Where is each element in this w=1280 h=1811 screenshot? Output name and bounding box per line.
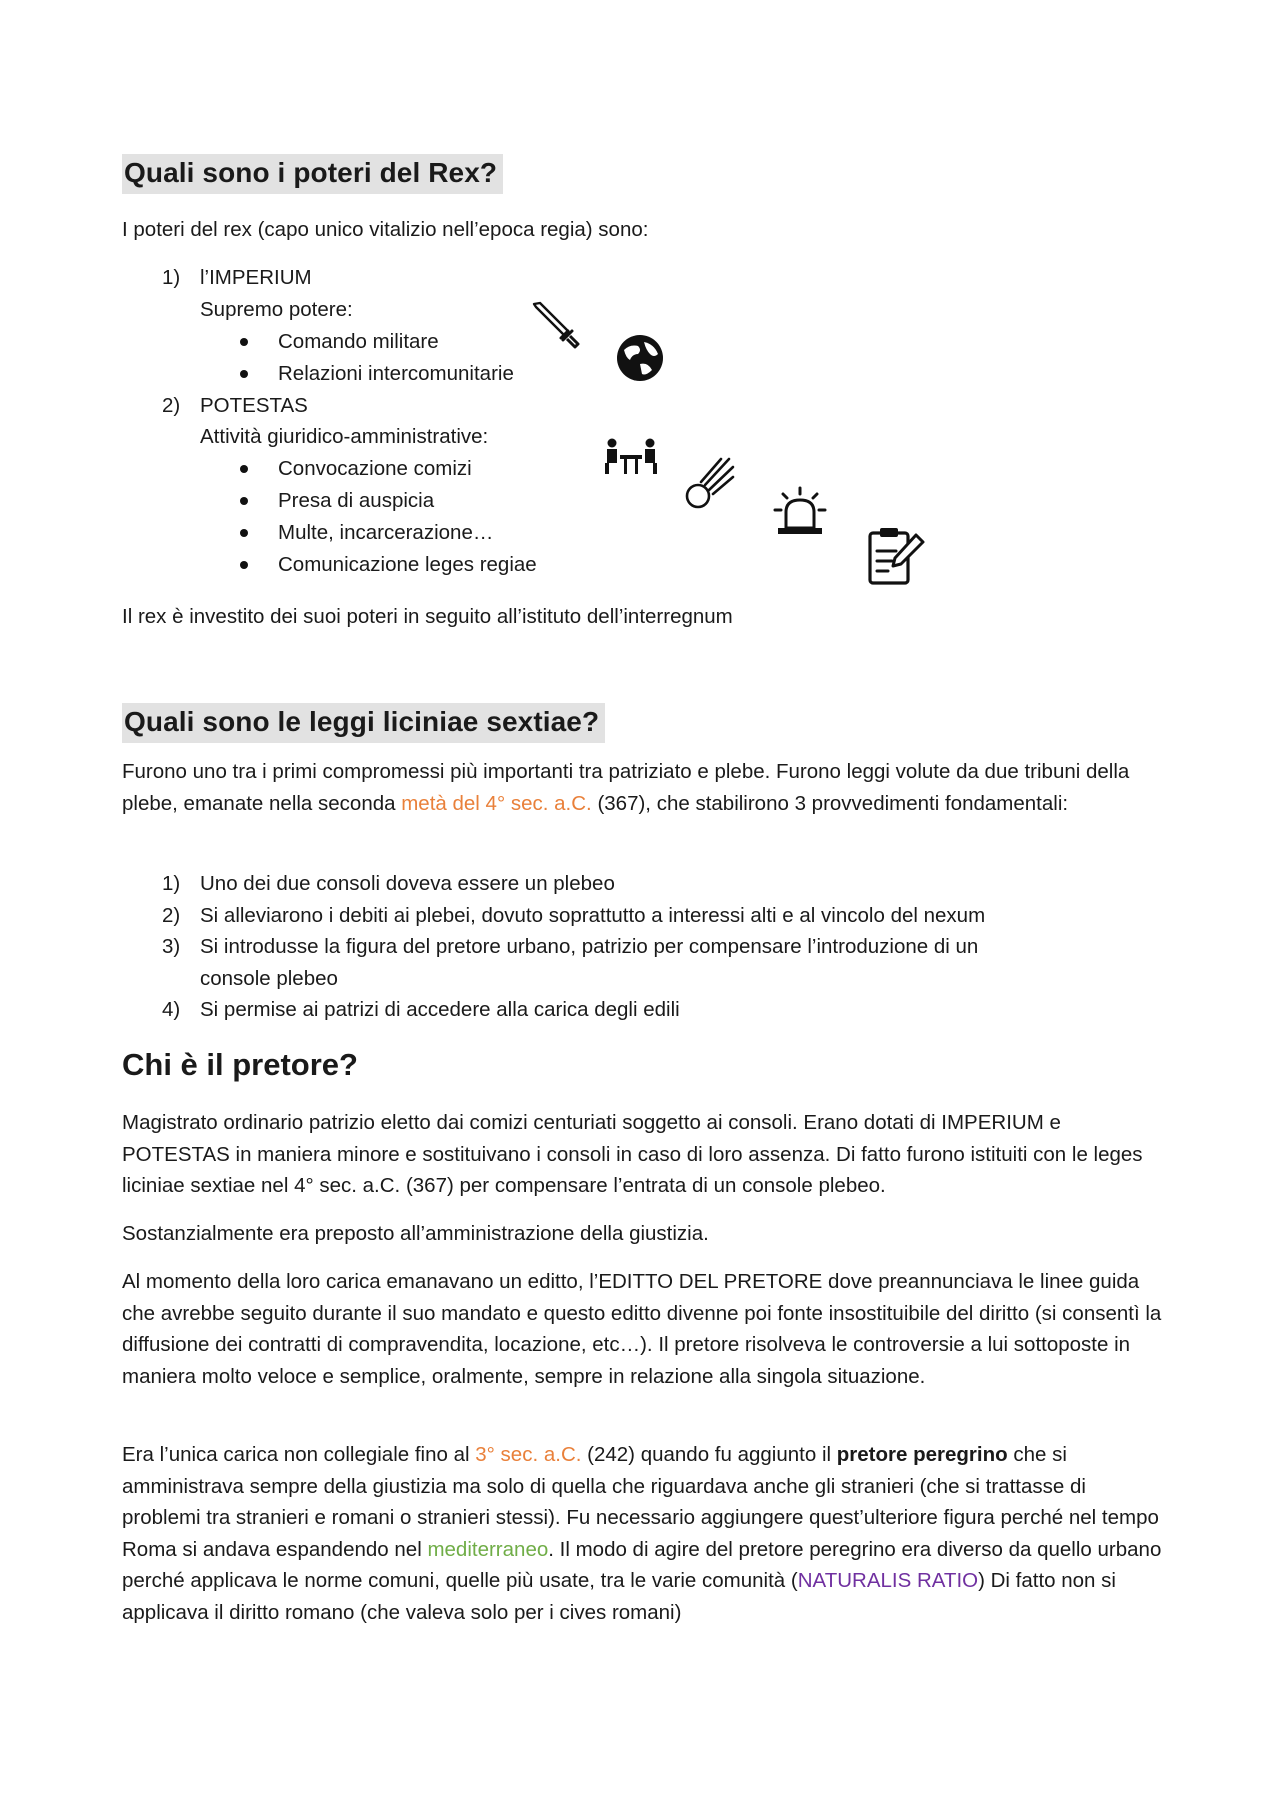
- list-number: 2): [162, 903, 181, 927]
- sword-icon: [530, 300, 584, 354]
- list-number: 1): [162, 872, 181, 895]
- section-paragraph: [122, 1439, 1167, 1628]
- section-closing: Il rex è investito dei suoi poteri in seguito all’istituto dell’interregnum: [122, 605, 733, 628]
- provisions-list: [122, 868, 1167, 1026]
- list-subtitle: Supremo potere:: [200, 297, 353, 321]
- list-item-label: l’IMPERIUM: [200, 266, 312, 289]
- list-item-label: POTESTAS: [200, 393, 308, 417]
- highlight-term: NATURALIS RATIO: [797, 1569, 979, 1592]
- text-span: che si amministrava sempre della giustizia ma solo di quella che riguardava anche gli stranieri (che si trattasse di problemi tra stranieri e romani o stranieri stessi). Fu necessario aggiungere quest’ulteriore figura perché nel tempo Roma si andava espandendo nel: [122, 1443, 1159, 1561]
- text-span: (242) quando fu aggiunto il: [581, 1443, 837, 1466]
- section-leggi: [122, 703, 1167, 743]
- list-item-text: Si alleviarono i debiti ai plebei, dovuto soprattutto a interessi alti e al vincolo del nexum: [200, 903, 986, 927]
- bullet-item: Comunicazione leges regiae: [122, 549, 1167, 581]
- globe-icon: [614, 332, 666, 384]
- clipboard-edit-icon: [866, 525, 926, 587]
- highlight-date: 3° sec. a.C.: [475, 1443, 582, 1466]
- list-number: 3): [162, 935, 181, 958]
- section-paragraph: Al momento della loro carica emanavano un editto, l’EDITTO DEL PRETORE dove preannunciava le linee guida che avrebbe seguito durante il suo mandato e questo editto divenne poi fonte insostituibile del diritto (si consentì la diffusione dei contratti di compravendita, locazione, etc…). Il pretore risolveva le controversie a lui sottoposte in maniera molto veloce e semplice, oralmente, sempre in relazione alla singola situazione.: [122, 1270, 1162, 1388]
- highlight-date: metà del 4° sec. a.C.: [401, 791, 592, 815]
- highlight-place: mediterraneo: [427, 1537, 549, 1561]
- bold-term: pretore peregrino: [836, 1443, 1008, 1466]
- text-span: . Il modo di agire del pretore peregrino era diverso da quello urbano perché applicava le norme comuni, quelle più usate, tra le varie comunità (: [122, 1537, 1162, 1592]
- bullet-item: Multe, incarcerazione…: [122, 517, 1167, 549]
- text-span: Furono uno tra i primi compromessi più importanti tra patriziato e plebe. Furono leggi volute da due tribuni della plebe, emanate nella seconda: [122, 760, 1130, 815]
- section-title: Quali sono i poteri del Rex?: [122, 154, 503, 194]
- list-item: [122, 994, 1167, 1026]
- list-item-text: Si introdusse la figura del pretore urbano, patrizio per compensare l’introduzione di un console plebeo: [200, 935, 979, 990]
- text-span: (367), che stabilirono 3 provvedimenti fondamentali:: [591, 791, 1069, 815]
- bullet-item: Comando militare: [122, 326, 1167, 358]
- section-paragraph: [122, 756, 1167, 819]
- section-paragraph: Magistrato ordinario patrizio eletto dai comizi centuriati soggetto ai consoli. Erano dotati di IMPERIUM e POTESTAS in maniera minore e sostituivano i consoli in caso di loro assenza. Di fatto furono istituiti con le leges liciniae sextiae nel 4° sec. a.C. (367) per compensare l’entrata di un console plebeo.: [122, 1111, 1143, 1197]
- list-item: [122, 868, 1167, 900]
- list-number: 4): [162, 998, 181, 1021]
- list-item: [122, 931, 1167, 994]
- list-item: [122, 262, 1167, 294]
- text-span: Era l’unica carica non collegiale fino al: [122, 1443, 476, 1466]
- list-subtitle: Attività giuridico-amministrative:: [200, 425, 489, 448]
- section-paragraph: Sostanzialmente era preposto all’amministrazione della giustizia.: [122, 1222, 709, 1245]
- section-intro: I poteri del rex (capo unico vitalizio nell’epoca regia) sono:: [122, 218, 649, 241]
- list-number: 2): [162, 393, 181, 417]
- text-span: ) Di fatto non si applicava il diritto romano (che valeva solo per i cives romani): [122, 1569, 1116, 1624]
- bullet-item: Convocazione comizi: [122, 453, 1167, 485]
- siren-icon: [773, 486, 827, 536]
- list-item-text: Uno dei due consoli doveva essere un plebeo: [200, 872, 615, 895]
- bullet-item: Presa di auspicia: [122, 485, 1167, 517]
- list-number: 1): [162, 266, 181, 289]
- section-title: Chi è il pretore?: [122, 1047, 358, 1082]
- section-title: Quali sono le leggi liciniae sextiae?: [122, 703, 605, 743]
- meteor-icon: [683, 455, 737, 511]
- meeting-icon: [604, 437, 658, 475]
- powers-list: [122, 262, 1167, 581]
- list-item-text: Si permise ai patrizi di accedere alla carica degli edili: [200, 998, 680, 1021]
- list-item: [122, 900, 1167, 932]
- bullet-item: Relazioni intercomunitarie: [122, 358, 1167, 390]
- section-rex: [122, 154, 1167, 194]
- list-item: [122, 390, 1167, 422]
